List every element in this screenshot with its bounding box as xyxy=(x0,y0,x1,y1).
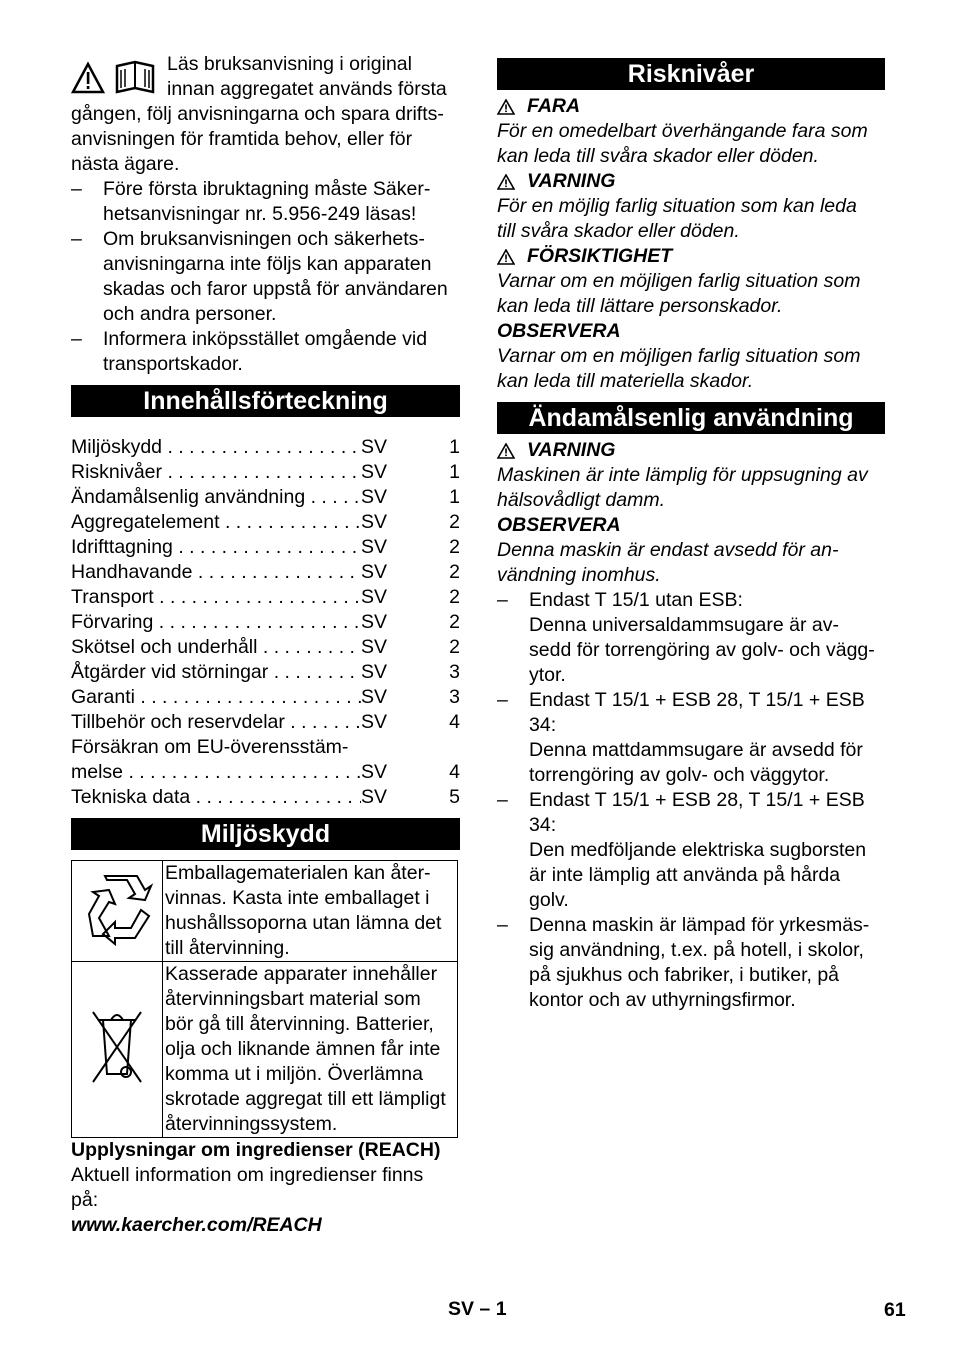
bullet-line: sig användning, t.ex. på hotell, i skolor, xyxy=(529,939,864,961)
toc-item[interactable] xyxy=(71,610,460,635)
intro xyxy=(71,52,460,177)
warning-icon xyxy=(497,249,515,265)
toc-lang: SV xyxy=(361,611,388,633)
use-bullet xyxy=(497,588,885,688)
toc-lang: SV xyxy=(361,436,388,458)
varning-label xyxy=(497,169,885,194)
use-line: Maskinen är inte lämplig för uppsugning av xyxy=(497,464,868,486)
toc-page: 3 xyxy=(449,686,460,708)
intro-bullet xyxy=(71,327,460,377)
toc-label: Tekniska data . . . xyxy=(71,785,361,810)
footer-section: SV – 1 xyxy=(448,1298,507,1320)
toc-label: Ändamålsenlig användning . . . xyxy=(71,485,361,510)
env-text-2 xyxy=(163,962,458,1138)
observera-label: OBSERVERA xyxy=(497,320,621,342)
bullet-line: anvisningarna inte följs kan apparaten xyxy=(103,253,432,275)
bullet-line: golv. xyxy=(529,889,569,911)
toc-page: 1 xyxy=(449,436,460,458)
intro-bullet xyxy=(71,177,460,227)
toc-item[interactable] xyxy=(71,585,460,610)
toc-label: Aggregatelement . . . xyxy=(71,510,361,535)
bullet-line: transportskador. xyxy=(103,353,243,375)
intro-line: innan aggregatet används första xyxy=(167,78,447,100)
env-line: Kasserade apparater innehåller xyxy=(165,963,438,985)
env-line: komma ut i miljön. Överlämna xyxy=(165,1063,423,1085)
env-text-1 xyxy=(163,861,458,962)
toc-page: 3 xyxy=(449,661,460,683)
toc-label: Skötsel och underhåll . . . xyxy=(71,635,361,660)
toc-page: 2 xyxy=(449,636,460,658)
toc-item[interactable] xyxy=(71,535,460,560)
bullet-line: och andra personer. xyxy=(103,303,277,325)
use-heading: Ändamålsenlig användning xyxy=(497,402,885,434)
recycle-icon xyxy=(79,870,155,946)
use-line: hälsovådligt damm. xyxy=(497,489,665,511)
env-line: bör gå till återvinning. Batterier, xyxy=(165,1013,434,1035)
use-varning-label xyxy=(497,438,885,463)
env-line: Emballagematerialen kan åter- xyxy=(165,862,431,884)
toc-label: Miljöskydd . . . xyxy=(71,435,361,460)
toc-label: Försäkran om EU-överensstäm- xyxy=(71,736,349,758)
toc-lang: SV xyxy=(361,661,388,683)
toc-lang: SV xyxy=(361,761,388,783)
env-line: återvinningssystem. xyxy=(165,1113,338,1135)
risk-line: kan leda till svåra skador eller döden. xyxy=(497,145,819,167)
bullet-line: – Denna maskin är lämpad för yrkesmäs- xyxy=(529,914,870,936)
wee-bin-icon-cell xyxy=(72,962,163,1138)
use-line: vändning inomhus. xyxy=(497,564,661,586)
toc-label: Förvaring . . . xyxy=(71,610,361,635)
env-line: olja och liknande ämnen får inte xyxy=(165,1038,441,1060)
env-line: till återvinning. xyxy=(165,937,290,959)
bullet-line: – Om bruksanvisningen och säkerhets- xyxy=(103,228,425,250)
env-heading: Miljöskydd xyxy=(71,818,460,850)
toc-lang: SV xyxy=(361,711,388,733)
toc-page: 1 xyxy=(449,461,460,483)
left-column xyxy=(71,52,460,1238)
toc-item[interactable] xyxy=(71,660,460,685)
toc-page: 4 xyxy=(449,761,460,783)
toc-page: 4 xyxy=(449,711,460,733)
bullet-line: – Endast T 15/1 + ESB 28, T 15/1 + ESB xyxy=(529,689,865,711)
toc-item[interactable] xyxy=(71,735,460,785)
intro-bullet xyxy=(71,227,460,327)
toc-label: Handhavande . . . xyxy=(71,560,361,585)
crossed-bin-icon xyxy=(87,1006,147,1086)
risk-line: Varnar om en möjligen farlig situation som xyxy=(497,345,861,367)
table-of-contents xyxy=(71,435,460,810)
warning-icon xyxy=(497,99,515,115)
reach-link[interactable]: www.kaercher.com/REACH xyxy=(71,1214,322,1236)
toc-label: Tillbehör och reservdelar . . . xyxy=(71,710,361,735)
bullet-line: – Före första ibruktagning måste Säker- xyxy=(103,178,431,200)
bullet-line: – Endast T 15/1 utan ESB: xyxy=(529,589,743,611)
toc-lang: SV xyxy=(361,686,388,708)
toc-page: 2 xyxy=(449,511,460,533)
bullet-line: – Endast T 15/1 + ESB 28, T 15/1 + ESB xyxy=(529,789,865,811)
env-line: skrotade aggregat till ett lämpligt xyxy=(165,1088,446,1110)
bullet-line: 34: xyxy=(529,814,557,836)
right-column xyxy=(497,58,885,1013)
signal-word: FARA xyxy=(527,95,581,117)
warning-icon xyxy=(497,174,515,190)
bullet-line: sedd för torrengöring av golv- och vägg- xyxy=(529,639,875,661)
toc-item[interactable] xyxy=(71,785,460,810)
toc-item[interactable] xyxy=(71,560,460,585)
use-line: Denna maskin är endast avsedd för an- xyxy=(497,539,839,561)
bullet-line: på sjukhus och fabriker, i butiker, på xyxy=(529,964,840,986)
risk-line: kan leda till materiella skador. xyxy=(497,370,754,392)
toc-page: 2 xyxy=(449,611,460,633)
use-bullet xyxy=(497,788,885,913)
recycle-icon-cell xyxy=(72,861,163,962)
page-number: 61 xyxy=(884,1299,906,1321)
bullet-line: – Informera inköpsstället omgående vid xyxy=(103,328,428,350)
intro-line: gången, följ anvisningarna och spara drifts- xyxy=(71,103,444,125)
bullet-line: Denna mattdammsugare är avsedd för xyxy=(529,739,863,761)
toc-label: Garanti . . . xyxy=(71,685,361,710)
toc-label: Transport . . . xyxy=(71,585,361,610)
toc-lang: SV xyxy=(361,586,388,608)
env-line: hushållssoporna utan lämna det xyxy=(165,912,442,934)
toc-item[interactable] xyxy=(71,485,460,510)
use-observera-label: OBSERVERA xyxy=(497,514,621,536)
bullet-line: ytor. xyxy=(529,664,566,686)
fara-label xyxy=(497,94,885,119)
warning-manual-icon xyxy=(71,60,161,94)
bullet-line: kontor och av uthyrningsfirmor. xyxy=(529,989,796,1011)
bullet-line: torrengöring av golv- och väggytor. xyxy=(529,764,830,786)
toc-lang: SV xyxy=(361,461,388,483)
signal-word: FÖRSIKTIGHET xyxy=(527,245,673,267)
env-table xyxy=(71,860,458,1138)
bullet-line: hetsanvisningar nr. 5.956-249 läsas! xyxy=(103,203,417,225)
use-bullet xyxy=(497,688,885,788)
toc-label: Risknivåer . . . xyxy=(71,460,361,485)
risk-line: till svåra skador eller döden. xyxy=(497,220,740,242)
toc-lang: SV xyxy=(361,486,388,508)
risk-line: För en omedelbart överhängande fara som xyxy=(497,120,868,142)
use-bullet xyxy=(497,913,885,1013)
bullet-line: är inte lämplig att använda på hårda xyxy=(529,864,841,886)
toc-item[interactable] xyxy=(71,685,460,710)
toc-item[interactable] xyxy=(71,510,460,535)
warning-icon xyxy=(497,443,515,459)
signal-word: VARNING xyxy=(527,170,616,192)
signal-word: VARNING xyxy=(527,439,616,461)
intro-line: Läs bruksanvisning i original xyxy=(167,53,412,75)
intro-line: nästa ägare. xyxy=(71,153,180,175)
env-line: återvinningsbart material som xyxy=(165,988,421,1010)
intro-line: anvisningen för framtida behov, eller för xyxy=(71,128,413,150)
risk-heading: Risknivåer xyxy=(497,58,885,90)
bullet-line: Denna universaldammsugare är av- xyxy=(529,614,839,636)
toc-item[interactable] xyxy=(71,460,460,485)
reach-line: på: xyxy=(71,1189,99,1211)
toc-page: 2 xyxy=(449,561,460,583)
bullet-line: Den medföljande elektriska sugborsten xyxy=(529,839,867,861)
toc-page: 5 xyxy=(449,786,460,808)
toc-item[interactable] xyxy=(71,435,460,460)
toc-lang: SV xyxy=(361,511,388,533)
reach-line: Aktuell information om ingredienser finns xyxy=(71,1164,424,1186)
forsiktighet-label xyxy=(497,244,885,269)
toc-page: 2 xyxy=(449,536,460,558)
toc-label: Idrifttagning . . . xyxy=(71,535,361,560)
toc-label: melse . . . xyxy=(71,760,361,785)
toc-heading: Innehållsförteckning xyxy=(71,385,460,417)
toc-page: 2 xyxy=(449,586,460,608)
toc-lang: SV xyxy=(361,636,388,658)
risk-line: Varnar om en möjligen farlig situation som xyxy=(497,270,861,292)
toc-item[interactable] xyxy=(71,635,460,660)
toc-page: 1 xyxy=(449,486,460,508)
reach-title: Upplysningar om ingredienser (REACH) xyxy=(71,1139,441,1161)
risk-line: kan leda till lättare personskador. xyxy=(497,295,783,317)
toc-lang: SV xyxy=(361,786,388,808)
risk-line: För en möjlig farlig situation som kan leda xyxy=(497,195,857,217)
bullet-line: skadas och faror uppstå för användaren xyxy=(103,278,448,300)
bullet-line: 34: xyxy=(529,714,557,736)
toc-label: Åtgärder vid störningar . . . xyxy=(71,660,361,685)
toc-item[interactable] xyxy=(71,710,460,735)
toc-lang: SV xyxy=(361,561,388,583)
toc-lang: SV xyxy=(361,536,388,558)
env-line: vinnas. Kasta inte emballaget i xyxy=(165,887,430,909)
